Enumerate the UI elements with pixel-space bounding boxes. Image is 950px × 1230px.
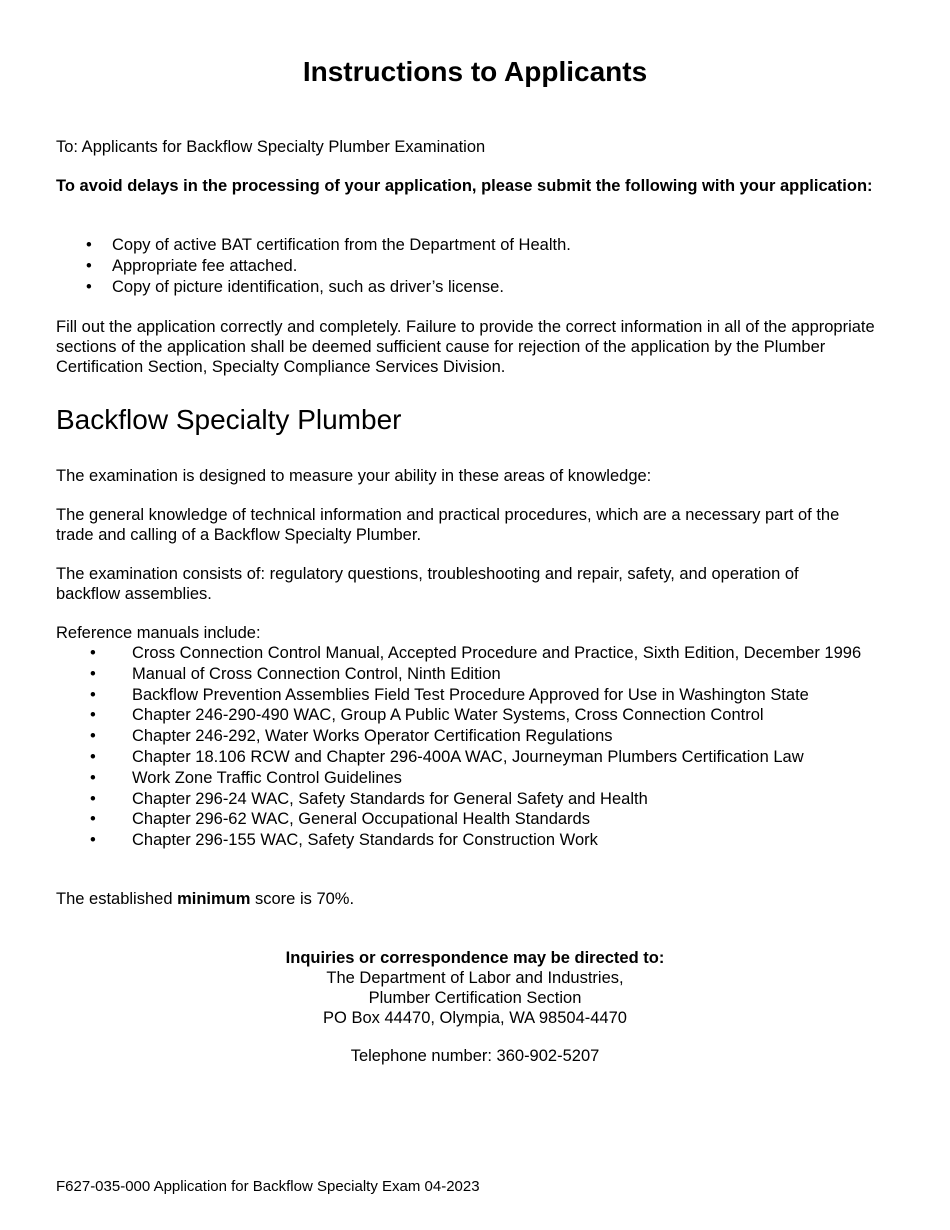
list-item: • Work Zone Traffic Control Guidelines: [56, 768, 926, 789]
score-emphasis: minimum: [177, 890, 251, 908]
list-item: • Cross Connection Control Manual, Accepted Procedure and Practice, Sixth Edition, December 1996: [56, 643, 926, 664]
list-item: • Chapter 246-292, Water Works Operator Certification Regulations: [56, 726, 926, 747]
score-suffix: score is 70%.: [250, 890, 355, 908]
inquiries-line-3: PO Box 44470, Olympia, WA 98504-4470: [323, 1009, 627, 1027]
submit-notice: To avoid delays in the processing of your application, please submit the following with your application:: [56, 177, 873, 195]
list-item: • Copy of picture identification, such as driver’s license.: [56, 277, 571, 298]
telephone-number: Telephone number: 360-902-5207: [350, 1047, 600, 1065]
list-item: • Copy of active BAT certification from the Department of Health.: [56, 235, 571, 256]
list-item: • Appropriate fee attached.: [56, 256, 571, 277]
inquiries-line-1: The Department of Labor and Industries,: [326, 969, 624, 987]
reference-intro: Reference manuals include:: [56, 624, 261, 642]
general-knowledge-paragraph: The general knowledge of technical information and practical procedures, which are a necessary part of the trade and calling of a Backflow Specialty Plumber.: [56, 506, 840, 544]
page-title: Instructions to Applicants: [302, 56, 648, 87]
exam-intro: The examination is designed to measure your ability in these areas of knowledge:: [56, 467, 652, 485]
score-prefix: The established: [56, 890, 178, 908]
reference-manuals-list: [56, 643, 926, 851]
to-line: To: Applicants for Backflow Specialty Plumber Examination: [56, 138, 486, 156]
list-item: • Chapter 296-24 WAC, Safety Standards for General Safety and Health: [56, 789, 926, 810]
submit-items-list: [56, 235, 571, 298]
list-item: • Manual of Cross Connection Control, Ninth Edition: [56, 664, 926, 685]
section-heading: Backflow Specialty Plumber: [56, 404, 402, 435]
inquiries-line-2: Plumber Certification Section: [368, 989, 582, 1007]
list-item: • Chapter 18.106 RCW and Chapter 296-400A WAC, Journeyman Plumbers Certification Law: [56, 747, 926, 768]
list-item: • Backflow Prevention Assemblies Field Test Procedure Approved for Use in Washington State: [56, 685, 926, 706]
list-item: • Chapter 296-62 WAC, General Occupational Health Standards: [56, 809, 926, 830]
exam-consists-paragraph: The examination consists of: regulatory questions, troubleshooting and repair, safety, and operation of backflow assemblies.: [56, 565, 799, 603]
form-footer: F627-035-000 Application for Backflow Specialty Exam 04-2023: [56, 1178, 480, 1195]
fill-out-paragraph: Fill out the application correctly and completely. Failure to provide the correct information in all of the appropriate sections of the application shall be deemed sufficient cause for rejection of the application by the Plumber Certification Section, Specialty Compliance Services Division.: [56, 318, 875, 376]
inquiries-heading: Inquiries or correspondence may be directed to:: [285, 949, 665, 967]
list-item: • Chapter 296-155 WAC, Safety Standards for Construction Work: [56, 830, 926, 851]
minimum-score: [56, 889, 896, 909]
list-item: • Chapter 246-290-490 WAC, Group A Public Water Systems, Cross Connection Control: [56, 705, 926, 726]
